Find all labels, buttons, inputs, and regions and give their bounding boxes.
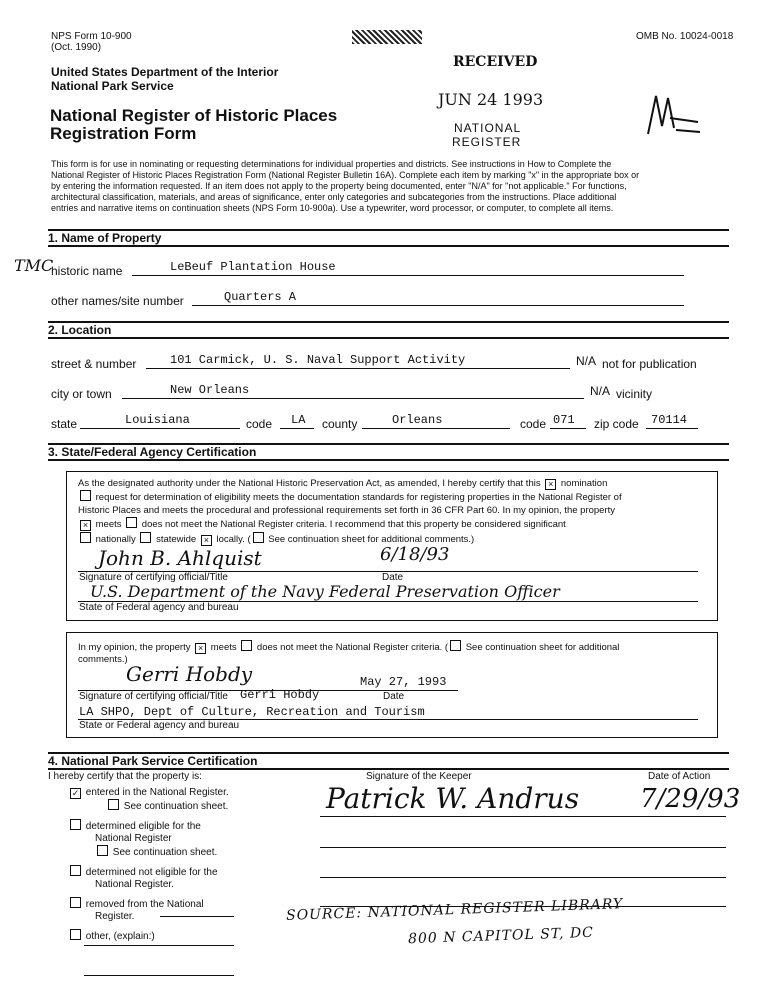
field-line — [122, 398, 584, 399]
section-rule — [48, 337, 729, 339]
intro-line: This form is for use in nominating or requesting determinations for individual properties and districts. See instructions in How to Complete the — [51, 159, 612, 169]
keeper-signature: Patrick W. Andrus — [326, 782, 580, 815]
opinion-line: See continuation sheet for additional — [465, 642, 620, 653]
opinion-line: does not meet the National Register criteria. ( — [256, 642, 449, 653]
date-of-action-label: Date of Action — [648, 771, 711, 782]
section-1-heading: 1. Name of Property — [48, 231, 162, 245]
request-checkbox[interactable] — [80, 490, 91, 501]
signature-2-date: May 27, 1993 — [360, 675, 447, 689]
historic-name-value: LeBeuf Plantation House — [170, 260, 336, 274]
cert-line: See continuation sheet for additional comments.) — [268, 533, 475, 545]
keeper-signature-label: Signature of the Keeper — [366, 771, 472, 782]
section-rule — [48, 768, 729, 770]
department: United States Department of the Interior — [51, 65, 279, 79]
option-label: National Register. — [95, 879, 174, 890]
cert-line: nationally — [95, 533, 136, 545]
nationally-checkbox[interactable] — [80, 532, 91, 543]
cert-line: nomination — [560, 478, 608, 489]
opinion-does-not-meet-checkbox[interactable] — [241, 640, 252, 651]
field-line — [80, 428, 240, 429]
field-line — [646, 428, 698, 429]
historic-name-label: historic name — [51, 264, 123, 278]
continuation-checkbox[interactable] — [108, 799, 119, 810]
bureau-label: State of Federal agency and bureau — [79, 602, 239, 613]
stamp-register: REGISTER — [452, 135, 522, 149]
form-date: (Oct. 1990) — [51, 42, 102, 53]
city-value: New Orleans — [170, 383, 250, 397]
option-label: See continuation sheet. — [112, 847, 218, 858]
omb-number: OMB No. 10024-0018 — [636, 31, 734, 42]
state-value: Louisiana — [125, 413, 190, 427]
signature-1-date: 6/18/93 — [380, 544, 450, 565]
meets-checkbox[interactable]: × — [80, 520, 91, 531]
agency-value: LA SHPO, Dept of Culture, Recreation and Tourism — [79, 705, 425, 719]
zip-label: zip code — [594, 417, 639, 431]
field-line — [160, 916, 234, 917]
field-line — [84, 975, 234, 976]
date-2-label: Date — [383, 691, 405, 702]
opinion-meets-checkbox[interactable]: × — [195, 643, 206, 654]
section-rule — [48, 321, 729, 323]
field-line — [362, 428, 510, 429]
signature-2: Gerri Hobdy — [126, 662, 253, 686]
entered-checkbox[interactable]: ✓ — [71, 788, 80, 798]
page-subtitle: Registration Form — [50, 124, 197, 143]
option-label: removed from the National — [85, 899, 204, 910]
signature-1: John B. Ahlquist — [98, 546, 262, 570]
bureau-handwritten: U.S. Department of the Navy Federal Preservation Officer — [90, 582, 560, 601]
continuation-checkbox[interactable] — [253, 532, 264, 543]
nomination-checkbox[interactable]: × — [545, 479, 556, 490]
county-value: Orleans — [392, 413, 443, 427]
section-rule — [48, 245, 729, 247]
signature-2-label: Signature of certifying official/Title — [79, 691, 228, 702]
cert-line: request for determination of eligibility meets the documentation standards for registering properties in the National Register of — [95, 492, 622, 504]
section-4-heading: 4. National Park Service Certification — [48, 754, 258, 768]
locally-checkbox[interactable]: × — [201, 535, 212, 546]
initials-mark — [640, 88, 702, 140]
cert-line: statewide — [156, 533, 197, 545]
keeper-line — [320, 877, 726, 878]
form-number: NPS Form 10-900 — [51, 31, 132, 42]
opinion-line: meets — [210, 642, 237, 653]
section-2-heading: 2. Location — [48, 323, 112, 337]
keeper-line — [320, 816, 726, 817]
certify-statement: I hereby certify that the property is: — [48, 771, 202, 782]
cert-line: As the designated authority under the National Historic Preservation Act, as amended, I hereby certify that this — [78, 478, 541, 489]
cert-line: meets — [95, 519, 122, 531]
option-label: Register. — [95, 911, 135, 922]
opinion-line: comments.) — [78, 654, 128, 665]
vicinity-label: vicinity — [616, 387, 653, 401]
street-label: street & number — [51, 357, 137, 371]
option-label: entered in the National Register. — [85, 787, 229, 798]
street-value: 101 Carmick, U. S. Naval Support Activity — [170, 353, 466, 367]
intro-line: by entering the information requested. If an item does not apply to the property being documented, enter "N/A" for "not applicable." For functions, — [51, 181, 627, 191]
date-label: Date — [382, 572, 404, 583]
removed-checkbox[interactable] — [70, 897, 81, 908]
state-label: state — [51, 417, 78, 431]
opinion-line: In my opinion, the property — [78, 642, 191, 653]
county-code-value: 071 — [553, 413, 575, 427]
agency-label: State or Federal agency and bureau — [79, 720, 240, 731]
intro-block — [51, 159, 731, 214]
margin-note: TMC — [14, 256, 54, 275]
field-line — [550, 428, 586, 429]
code-label: code — [246, 417, 273, 431]
city-label: city or town — [51, 387, 112, 401]
opinion-continuation-checkbox[interactable] — [450, 640, 461, 651]
cert-line: Historic Places and meets the procedural and professional requirements set forth in 36 CFR Part 60. In my opinion, the property — [78, 504, 616, 516]
keeper-date: 7/29/93 — [640, 784, 741, 814]
option-label: determined not eligible for the — [85, 867, 218, 878]
code-value: LA — [291, 413, 306, 427]
cert-line: locally. ( — [216, 533, 251, 545]
option-label: National Register — [95, 833, 172, 844]
source-note-2: 800 N CAPITOL ST, DC — [407, 924, 595, 948]
county-code-label: code — [520, 417, 547, 431]
field-line — [280, 428, 314, 429]
stamp-received: RECEIVED — [453, 54, 538, 70]
intro-line: entries and narrative items on continuation sheets (NPS Form 10-900a). Use a typewriter, word processor, or computer, to complete all items. — [51, 203, 614, 213]
option-label: determined eligible for the — [85, 821, 201, 832]
section-3-heading: 3. State/Federal Agency Certification — [48, 445, 257, 459]
stamp-date: JUN 24 1993 — [438, 90, 544, 109]
other-checkbox[interactable] — [70, 929, 81, 940]
intro-line: architectural classification, materials, and areas of significance, enter only categories and subcategories from the instructions. Place additional — [51, 192, 617, 202]
zip-value: 70114 — [651, 413, 688, 427]
other-names-value: Quarters A — [224, 290, 297, 304]
does-not-meet-checkbox[interactable] — [126, 517, 137, 528]
not-for-publication-value: N/A — [576, 354, 597, 368]
field-line — [84, 945, 234, 946]
keeper-line — [320, 847, 726, 848]
not-eligible-checkbox[interactable] — [70, 865, 81, 876]
source-note-1: SOURCE: NATIONAL REGISTER LIBRARY — [285, 896, 624, 924]
cert-line: does not meet the National Register criteria. I recommend that this property be considered significant — [141, 519, 566, 531]
page-title: National Register of Historic Places — [50, 106, 338, 125]
service: National Park Service — [51, 79, 174, 93]
other-names-label: other names/site number — [51, 294, 184, 308]
option-label: See continuation sheet. — [123, 801, 229, 812]
section-rule — [48, 459, 729, 461]
eligible-checkbox[interactable] — [70, 819, 81, 830]
statewide-checkbox[interactable] — [140, 532, 151, 543]
stamp-national: NATIONAL — [454, 121, 522, 135]
continuation-checkbox[interactable] — [97, 845, 108, 856]
signature-2-name: Gerri Hobdy — [240, 688, 320, 702]
intro-line: National Register of Historic Places Registration Form (National Register Bulletin 16A). Complete each item by marking "x" in the appropriate box or — [51, 170, 640, 180]
nps-option-list — [70, 787, 229, 943]
field-line — [146, 368, 570, 369]
field-line — [132, 275, 684, 276]
option-label: other, (explain:) — [85, 931, 155, 942]
signature-label: Signature of certifying official/Title — [79, 572, 228, 583]
field-line — [192, 305, 684, 306]
not-for-publication-label: not for publication — [602, 357, 697, 371]
cert-text — [78, 478, 712, 546]
county-label: county — [322, 417, 358, 431]
vicinity-value: N/A — [590, 384, 611, 398]
scribble-mark — [352, 30, 422, 44]
